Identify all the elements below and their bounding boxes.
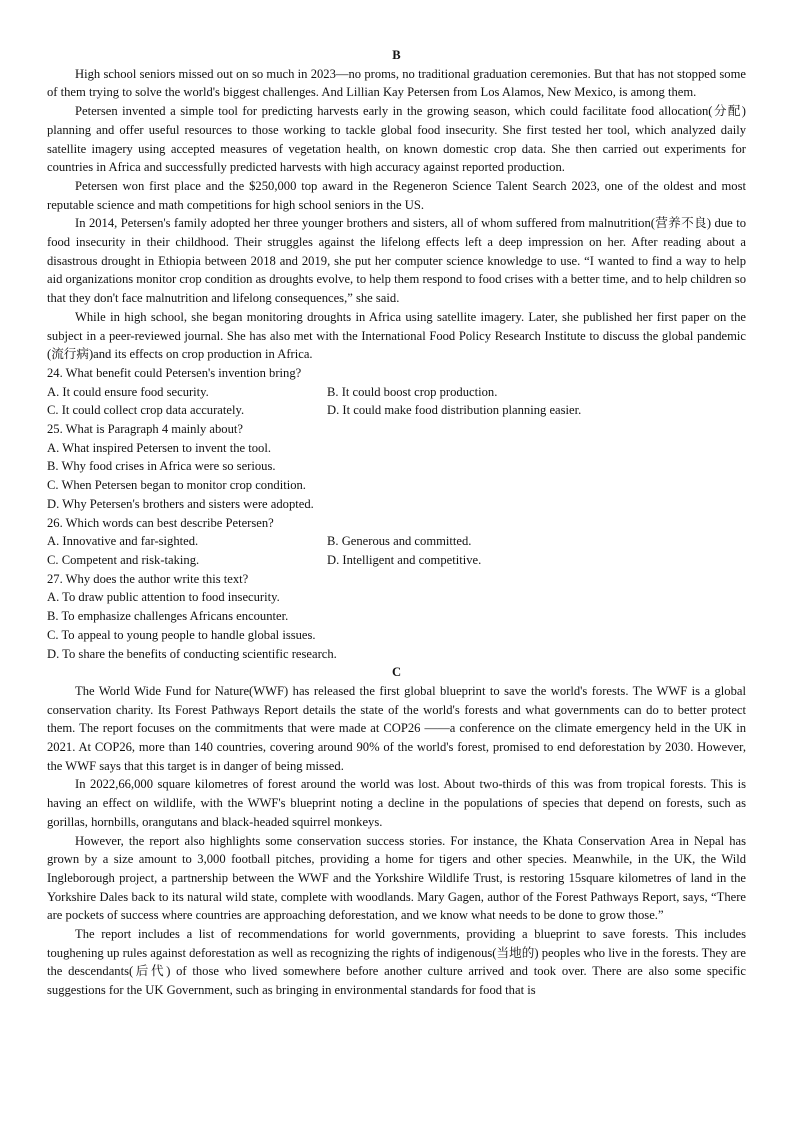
option-d: D. To share the benefits of conducting scientific research. xyxy=(47,646,337,661)
option-c: C. It could collect crop data accurately. xyxy=(47,403,245,418)
option-row xyxy=(47,532,746,551)
section-b-paragraph-1: High school seniors missed out on so much in 2023—no proms, no traditional graduation ceremonies. But that has not stopped some of them trying to solve the world's biggest challenges. And Lillian Kay Petersen from Los Alamos, New Mexico, is among them. xyxy=(47,66,746,100)
question-27 xyxy=(47,570,746,664)
question-stem: 26. Which words can best describe Petersen? xyxy=(47,515,274,530)
option-d: D. Intelligent and competitive. xyxy=(327,552,482,567)
option-row xyxy=(47,401,746,420)
option-b: B. Generous and committed. xyxy=(327,534,472,549)
section-b-paragraph-5: While in high school, she began monitoring droughts in Africa using satellite imagery. Later, she published her first paper on the subject in a peer-reviewed journal. She has also met with the International Food Policy Research Institute to discuss the global pandemic (流行病)and its effects on crop production in Africa. xyxy=(47,309,746,362)
option-b: B. It could boost crop production. xyxy=(327,384,498,399)
question-stem: 24. What benefit could Petersen's invention bring? xyxy=(47,365,302,380)
option-a: A. It could ensure food security. xyxy=(47,384,209,399)
option-b: B. Why food crises in Africa were so serious. xyxy=(47,459,276,474)
option-a: A. What inspired Petersen to invent the tool. xyxy=(47,440,271,455)
question-stem: 27. Why does the author write this text? xyxy=(47,571,249,586)
question-26 xyxy=(47,514,746,570)
option-b: B. To emphasize challenges Africans encounter. xyxy=(47,609,289,624)
section-b-paragraph-2: Petersen invented a simple tool for predicting harvests early in the growing season, which could facilitate food allocation(分配) planning and offer useful resources to those working to tackle global food insecurity. She first tested her tool, which analyzed daily satellite imagery using accepted measures of vegetation health, on known domestic crop data. She then carried out experiments for countries in Africa and successfully predicted harvests with high accuracy against reported production. xyxy=(47,104,746,175)
section-c-paragraph-4: The report includes a list of recommendations for world governments, providing a blueprint to save forests. This includes toughening up rules against deforestation as well as recognizing the rights of indigenous(当地的) peoples who live in the forests. They are the descendants(后代) of those who lived somewhere before another culture arrived and took over. There are also some specific suggestions for the UK Government, such as bringing in environmental standards for food that is xyxy=(47,927,746,998)
section-c-paragraph-2: In 2022,66,000 square kilometres of forest around the world was lost. About two-thirds of this was from tropical forests. This is having an effect on wildlife, with the WWF's blueprint noting a decline in the populations of species that depend on forests, such as gorillas, hornbills, orangutans and black-headed squirrel monkeys. xyxy=(47,777,746,829)
section-b-heading: B xyxy=(392,48,401,62)
option-c: C. Competent and risk-taking. xyxy=(47,552,200,567)
option-a: A. To draw public attention to food insecurity. xyxy=(47,590,280,605)
question-25 xyxy=(47,420,746,514)
option-d: D. Why Petersen's brothers and sisters were adopted. xyxy=(47,496,314,511)
option-a: A. Innovative and far-sighted. xyxy=(47,534,199,549)
section-c-paragraph-3: However, the report also highlights some conservation success stories. For instance, the Khata Conservation Area in Nepal has grown by a size amount to 3,000 football pitches, providing a home for tigers and other species. Meanwhile, in the UK, the Wild Ingleborough project, a partnership between the WWF and the Yorkshire Wildlife Trust, is restoring 15square kilometres of land in the Yorkshire Dales back to its natural wild state, complete with woodlands. Mary Gagen, author of the Forest Pathways Report, says, “There are pockets of success where countries are approaching deforestation, and we know what needs to be done to grow those.” xyxy=(47,833,746,923)
option-c: C. To appeal to young people to handle global issues. xyxy=(47,627,316,642)
option-row xyxy=(47,551,746,570)
option-row xyxy=(47,383,746,402)
section-c-heading: C xyxy=(391,665,402,680)
section-b-paragraph-4: In 2014, Petersen's family adopted her three younger brothers and sisters, all of whom suffered from malnutrition(营养不良) due to food insecurity in their childhood. Their struggles against the lifelong effects left a deep impression on her. After reading about a disastrous drought in Ethiopia between 2018 and 2019, she put her computer science knowledge to use. “I wanted to find a way to help aid organizations monitor crop condition as droughts evolve, to help them respond to food crises with a better time, and to help children so that they don't face malnutrition and lifelong consequences,” she said. xyxy=(47,216,746,306)
option-d: D. It could make food distribution planning easier. xyxy=(327,403,582,418)
section-c-paragraph-1: The World Wide Fund for Nature(WWF) has released the first global blueprint to save the world's forests. The WWF is a global conservation charity. Its Forest Pathways Report details the state of the world's forests and what governments can do to better protect them. The report focuses on the commitments that were made at COP26 ——a conference on the climate emergency held in the UK in 2021. At COP26, more than 140 countries, covering around 90% of the world's forest, promised to end deforestation by 2030. However, the WWF says that this target is in danger of being missed. xyxy=(47,683,746,773)
section-b-paragraph-3: Petersen won first place and the $250,000 top award in the Regeneron Science Talent Search 2023, one of the oldest and most reputable science and math competitions for high school seniors in the US. xyxy=(47,178,746,212)
option-c: C. When Petersen began to monitor crop condition. xyxy=(47,478,306,493)
question-stem: 25. What is Paragraph 4 mainly about? xyxy=(47,422,243,437)
question-24 xyxy=(47,364,746,420)
